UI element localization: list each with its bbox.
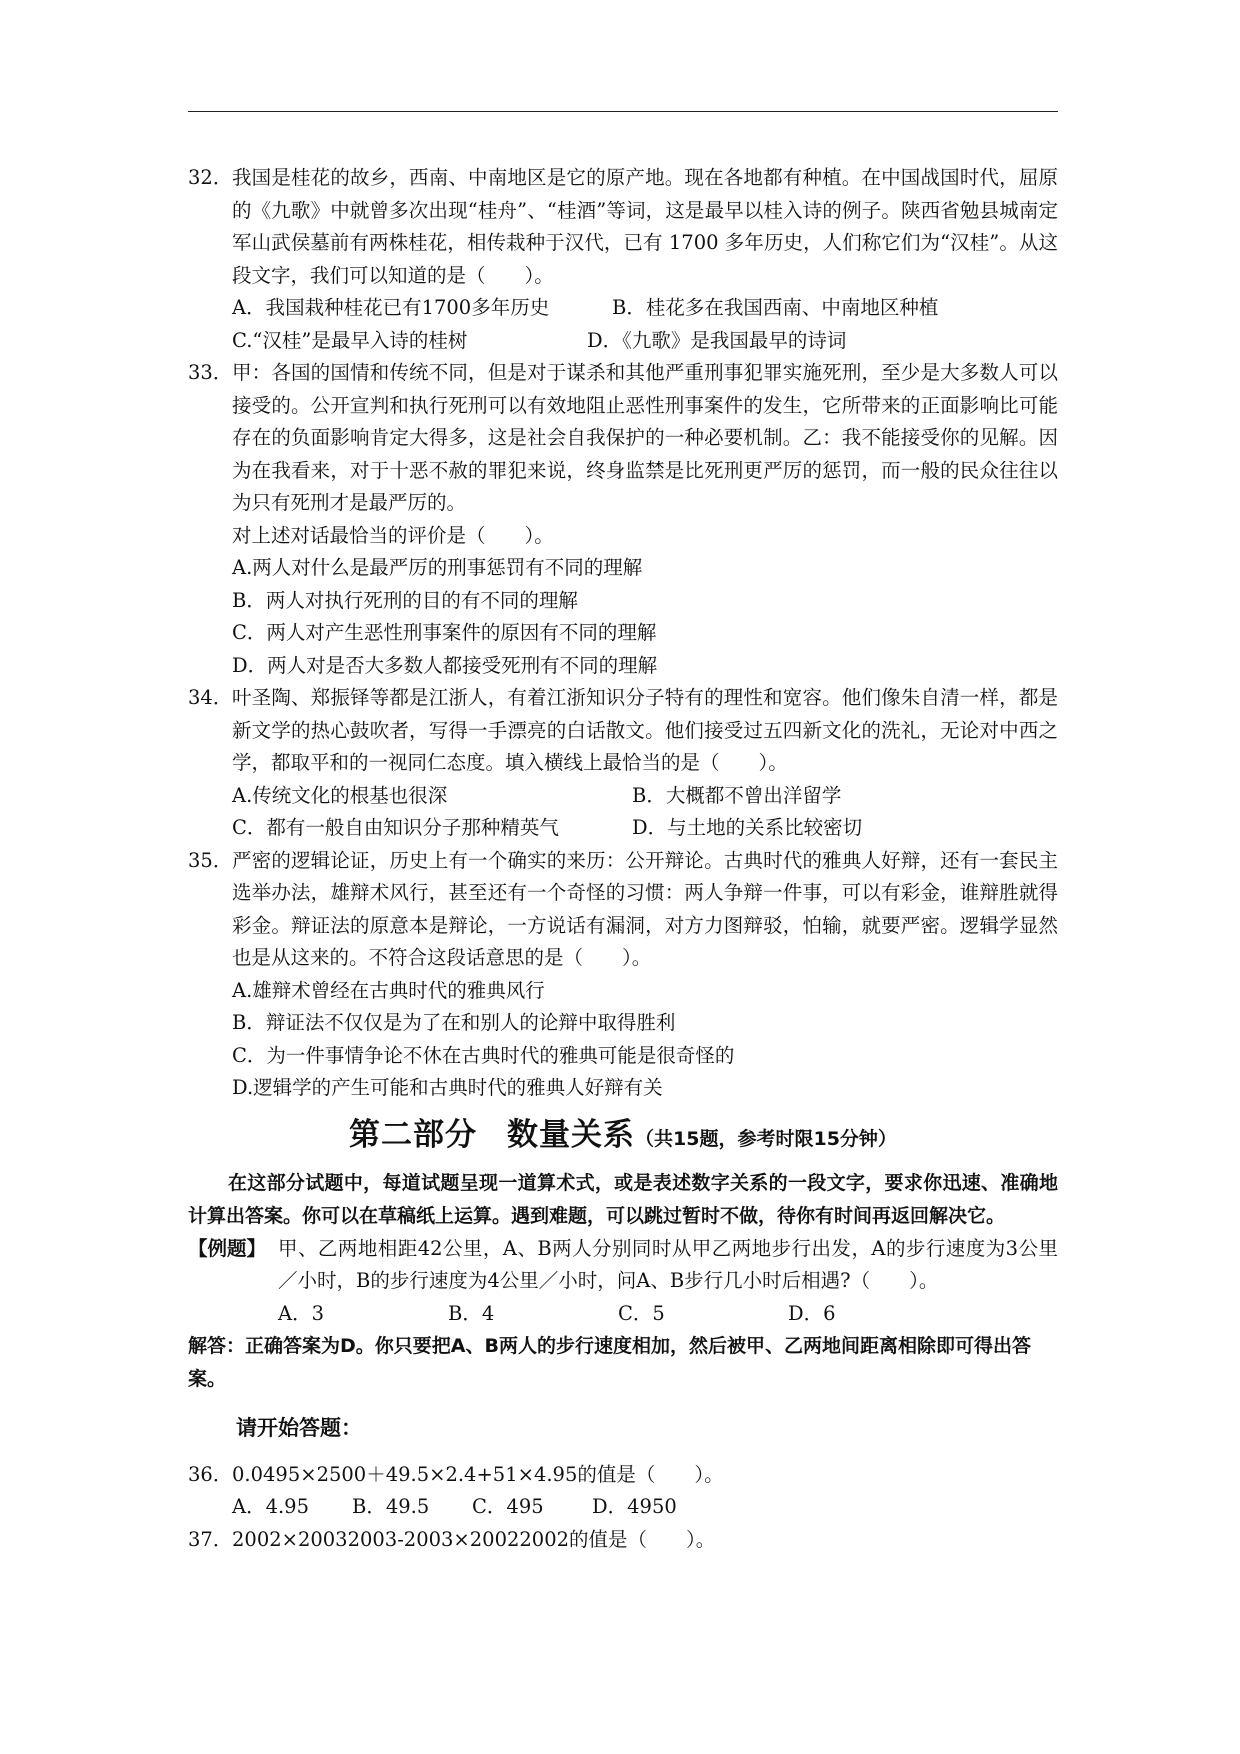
option-c: C．两人对产生恶性刑事案件的原因有不同的理解 — [232, 621, 657, 644]
question-stem: 叶圣陶、郑振铎等都是江浙人，有着江浙知识分子特有的理性和宽容。他们像朱自清一样，都是新文学的热心鼓吹者，写得一手漂亮的白话散文。他们接受过五四新文化的洗礼，无论对中西之学，都取平和的一视同仁态度。填入横线上最恰当的是（ ）。 — [232, 686, 1058, 774]
option-b: B．49.5 — [352, 1495, 430, 1518]
section-name: 数量关系 — [507, 1116, 636, 1153]
option-c: C．5 — [618, 1301, 665, 1325]
question-35 — [188, 845, 1058, 975]
option-d: D.逻辑学的产生可能和古典时代的雅典人好辩有关 — [232, 1076, 663, 1099]
question-36 — [188, 1459, 1058, 1492]
question-number: 33． — [188, 361, 233, 384]
option-a: A.传统文化的根基也很深 — [232, 783, 448, 807]
option-c: C．为一件事情争论不休在古典时代的雅典可能是很奇怪的 — [232, 1043, 735, 1067]
option-d: D．《九歌》是我国最早的诗词 — [587, 328, 847, 352]
question-stem: 2002×20032003-2003×20022002的值是（ ）。 — [232, 1527, 716, 1551]
options-row — [188, 780, 1058, 813]
option-b: B．4 — [448, 1301, 495, 1325]
option-b: B．两人对执行死刑的目的有不同的理解 — [232, 588, 578, 612]
question-stem: 严密的逻辑论证，历史上有一个确实的来历：公开辩论。古典时代的雅典人好辩，还有一套民主选举办法，雄辩术风行，甚至还有一个奇怪的习惯：两人争辩一件事，可以有彩金，谁辩胜就得彩金。辩证法的原意本是辩论，一方说话有漏洞，对方力图辩驳，怕输，就要严密。逻辑学显然也是从这来的。不符合这段话意思的是（ ）。 — [232, 848, 1058, 969]
header-rule — [188, 111, 1058, 112]
option-a: A．3 — [278, 1301, 324, 1325]
start-label: 请开始答题： — [236, 1416, 362, 1440]
option-b: B．辩证法不仅仅是为了在和别人的论辩中取得胜利 — [232, 1011, 676, 1034]
option-c: C．都有一般自由知识分子那种精英气 — [232, 816, 559, 839]
option-a: A.两人对什么是最严厉的刑事惩罚有不同的理解 — [232, 556, 643, 579]
example-answer: 解答：正确答案为D。你只要把A、B两人的步行速度相加，然后被甲、乙两地间距离相除即可得出答案。 — [188, 1335, 1031, 1390]
option-a: A．4.95 — [232, 1495, 310, 1518]
section-intro: 在这部分试题中，每道试题呈现一道算术式，或是表述数字关系的一段文字，要求你迅速、准确地计算出答案。你可以在草稿纸上运算。遇到难题，可以跳过暂时不做，待你有时间再返回解决它。 — [188, 1171, 1058, 1227]
option-d: D．4950 — [592, 1495, 677, 1518]
option-b: B．桂花多在我国西南、中南地区种植 — [612, 296, 939, 319]
question-number: 37． — [188, 1527, 233, 1551]
option-b: B．大概都不曾出洋留学 — [632, 783, 842, 807]
example-tag: 【例题】 — [188, 1236, 267, 1260]
section-note: （共15题，参考时限15分钟） — [635, 1127, 897, 1150]
question-number: 35． — [188, 848, 233, 872]
option-c: C.“汉桂”是最早入诗的桂树 — [232, 328, 468, 352]
page-content — [188, 162, 1058, 1556]
question-37 — [188, 1524, 1058, 1557]
option-c: C．495 — [472, 1495, 544, 1518]
question-33 — [188, 357, 1058, 520]
question-34 — [188, 682, 1058, 780]
options-row — [188, 1491, 1058, 1524]
question-32 — [188, 162, 1058, 292]
question-number: 32． — [188, 166, 233, 189]
question-stem: 甲：各国的国情和传统不同，但是对于谋杀和其他严重刑事犯罪实施死刑，至少是大多数人可以接受的。公开宣判和执行死刑可以有效地阻止恶性刑事案件的发生，它所带来的正面影响比可能存在的负面影响肯定大得多，这是社会自我保护的一种必要机制。乙：我不能接受你的见解。因为在我看来，对于十恶不赦的罪犯来说，终身监禁是比死刑更严厉的惩罚，而一般的民众往往以为只有死刑才是最严厉的。 — [232, 361, 1058, 514]
question-stem: 我国是桂花的故乡，西南、中南地区是它的原产地。现在各地都有种植。在中国战国时代，屈原的《九歌》中就曾多次出现“桂舟”、“桂酒”等词，这是最早以桂入诗的例子。陕西省勉县城南定军山武侯墓前有两株桂花，相传栽种于汉代，已有 1700 多年历史，人们称它们为“汉桂”。从这段文字，我们可以知道的是（ ）。 — [232, 166, 1058, 287]
options-row — [188, 325, 1058, 358]
option-a: A．我国栽种桂花已有1700多年历史 — [232, 296, 550, 319]
question-number: 36． — [188, 1462, 233, 1486]
option-a: A.雄辩术曾经在古典时代的雅典风行 — [232, 978, 545, 1002]
example-stem: 甲、乙两地相距42公里，A、B两人分别同时从甲乙两地步行出发，A的步行速度为3公里／小时，B的步行速度为4公里／小时，问A、B步行几小时后相遇?（ ）。 — [278, 1236, 1058, 1292]
option-d: D．两人对是否大多数人都接受死刑有不同的理解 — [232, 653, 658, 677]
options-row — [188, 812, 1058, 845]
example-question — [188, 1233, 1058, 1298]
section-title — [188, 1113, 1058, 1161]
option-d: D．与土地的关系比较密切 — [632, 816, 863, 839]
question-stem: 0.0495×2500＋49.5×2.4+51×4.95的值是（ ）。 — [232, 1462, 724, 1486]
example-options — [188, 1298, 1058, 1331]
option-d: D．6 — [788, 1301, 836, 1325]
options-row — [188, 292, 1058, 325]
question-prompt: 对上述对话最恰当的评价是（ ）。 — [232, 523, 554, 547]
question-number: 34． — [188, 686, 233, 709]
section-part: 第二部分 — [349, 1116, 478, 1153]
